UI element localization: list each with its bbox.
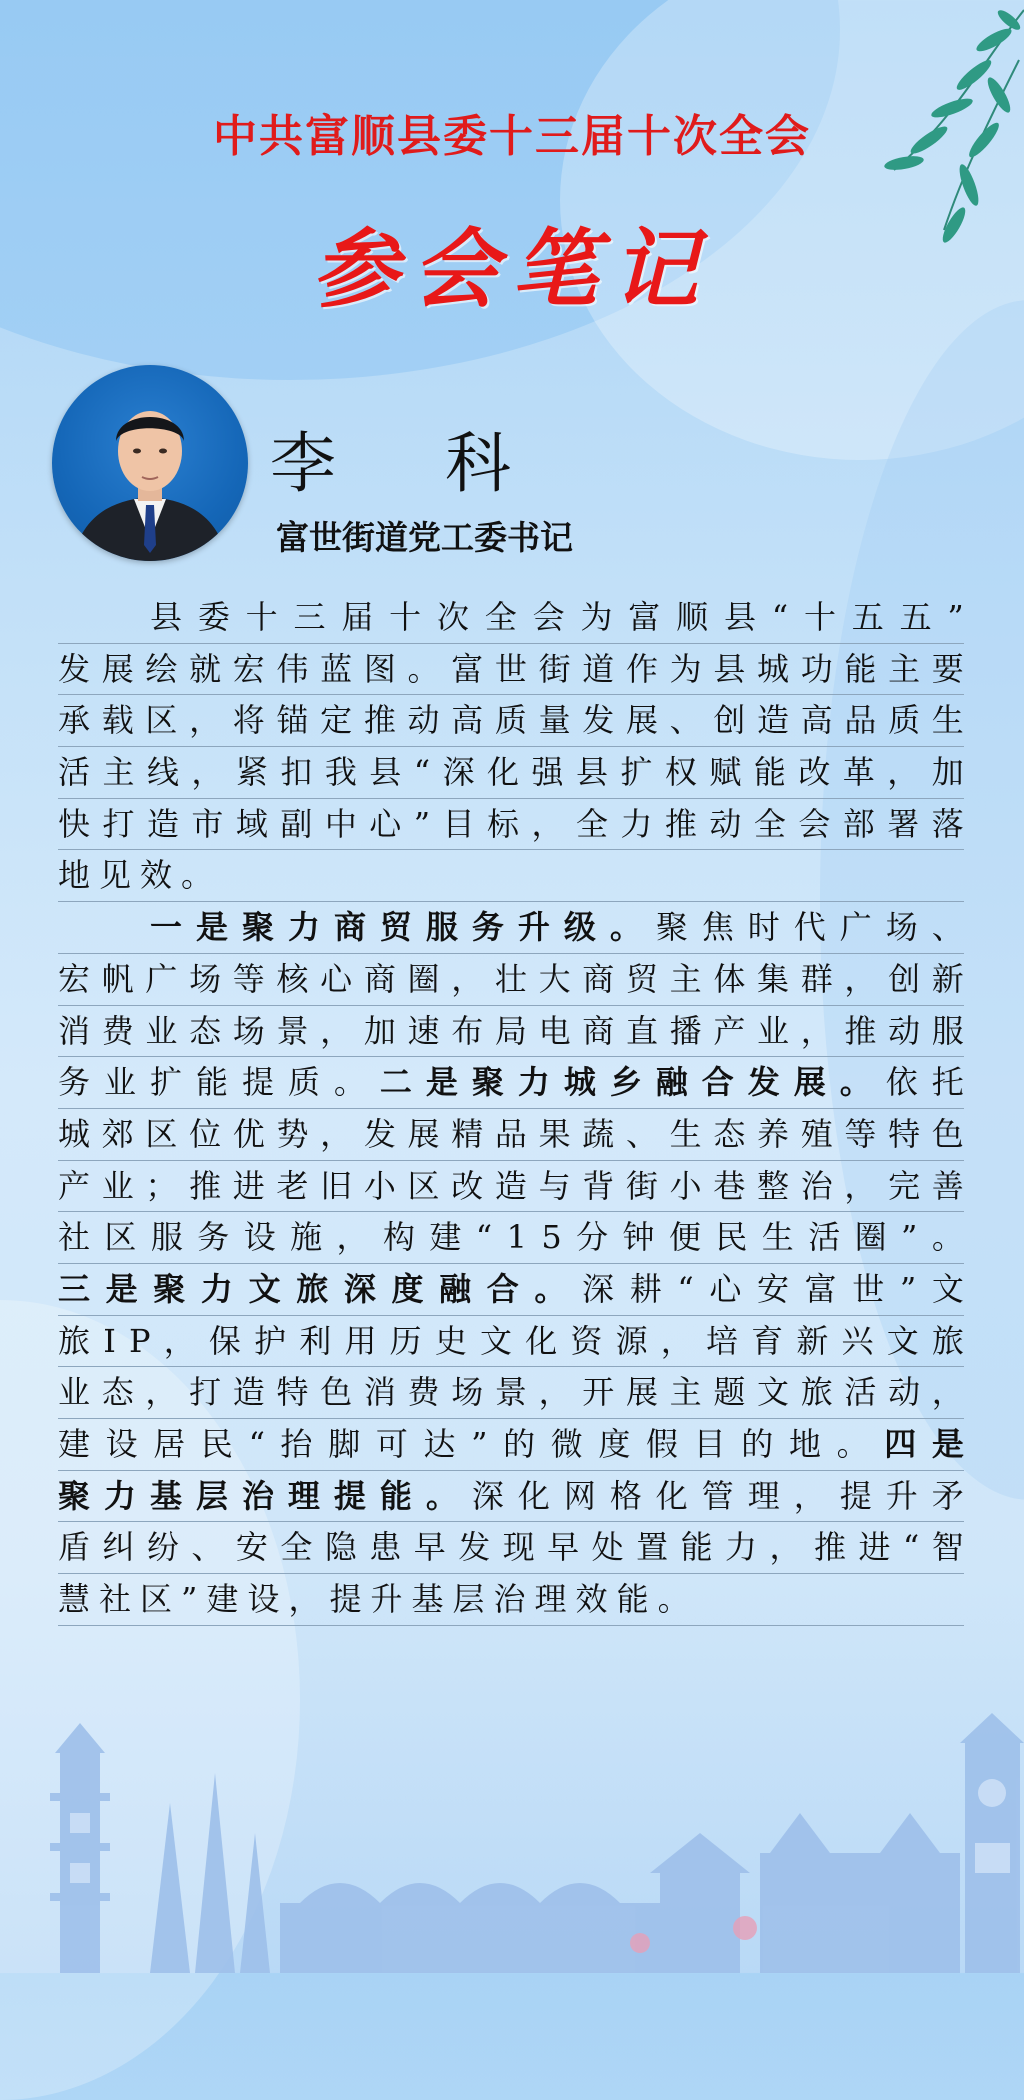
article-body	[58, 592, 964, 1626]
article-line: 县 委 十 三 届 十 次 全 会 为 富 顺 县 “ 十 五 五 ”	[58, 592, 964, 644]
article-line: 盾 纠 纷 、 安 全 隐 患 早 发 现 早 处 置 能 力 ， 推 进 “ 智	[58, 1522, 964, 1574]
article-line: 三 是 聚 力 文 旅 深 度 融 合 。 深 耕 “ 心 安 富 世 ” 文	[58, 1264, 964, 1316]
city-skyline-decoration	[0, 1713, 1024, 1973]
article-line: 城 郊 区 位 优 势 ， 发 展 精 品 果 蔬 、 生 态 养 殖 等 特 色	[58, 1109, 964, 1161]
article-line: 地 见 效 。	[58, 850, 964, 902]
article-line: 发 展 绘 就 宏 伟 蓝 图 。 富 世 街 道 作 为 县 城 功 能 主 要	[58, 644, 964, 696]
notes-headline: 参会笔记	[312, 219, 712, 320]
article-line: 社 区 服 务 设 施 ， 构 建 “ 1 5 分 钟 便 民 生 活 圈 ” 。	[58, 1212, 964, 1264]
article-line: 一 是 聚 力 商 贸 服 务 升 级 。 聚 焦 时 代 广 场 、	[58, 902, 964, 954]
article-line: 建 设 居 民 “ 抬 脚 可 达 ” 的 微 度 假 目 的 地 。 四 是	[58, 1419, 964, 1471]
article-line: 承 载 区 ， 将 锚 定 推 动 高 质 量 发 展 、 创 造 高 品 质 生	[58, 695, 964, 747]
meeting-title: 中共富顺县委十三届十次全会	[213, 111, 811, 162]
portrait-photo	[52, 365, 248, 561]
article-line: 务 业 扩 能 提 质 。 二 是 聚 力 城 乡 融 合 发 展 。 依 托	[58, 1057, 964, 1109]
article-line: 快 打 造 市 域 副 中 心 ” 目 标 ， 全 力 推 动 全 会 部 署 落	[58, 799, 964, 851]
article-line: 消 费 业 态 场 景 ， 加 速 布 局 电 商 直 播 产 业 ， 推 动 服	[58, 1006, 964, 1058]
article-line: 宏 帆 广 场 等 核 心 商 圈 ， 壮 大 商 贸 主 体 集 群 ， 创 新	[58, 954, 964, 1006]
person-name: 李 科	[270, 425, 555, 502]
article-line: 业 态 ， 打 造 特 色 消 费 场 景 ， 开 展 主 题 文 旅 活 动 ，	[58, 1367, 964, 1419]
article-line: 产 业 ； 推 进 老 旧 小 区 改 造 与 背 街 小 巷 整 治 ， 完 善	[58, 1161, 964, 1213]
article-line: 慧 社 区 ” 建 设 ， 提 升 基 层 治 理 效 能 。	[58, 1574, 964, 1626]
person-title: 富世街道党工委书记	[276, 518, 573, 557]
article-line: 旅 I P ， 保 护 利 用 历 史 文 化 资 源 ， 培 育 新 兴 文 旅	[58, 1316, 964, 1368]
article-line: 聚 力 基 层 治 理 提 能 。 深 化 网 格 化 管 理 ， 提 升 矛	[58, 1471, 964, 1523]
article-line: 活 主 线 ， 紧 扣 我 县 “ 深 化 强 县 扩 权 赋 能 改 革 ， 加	[58, 747, 964, 799]
